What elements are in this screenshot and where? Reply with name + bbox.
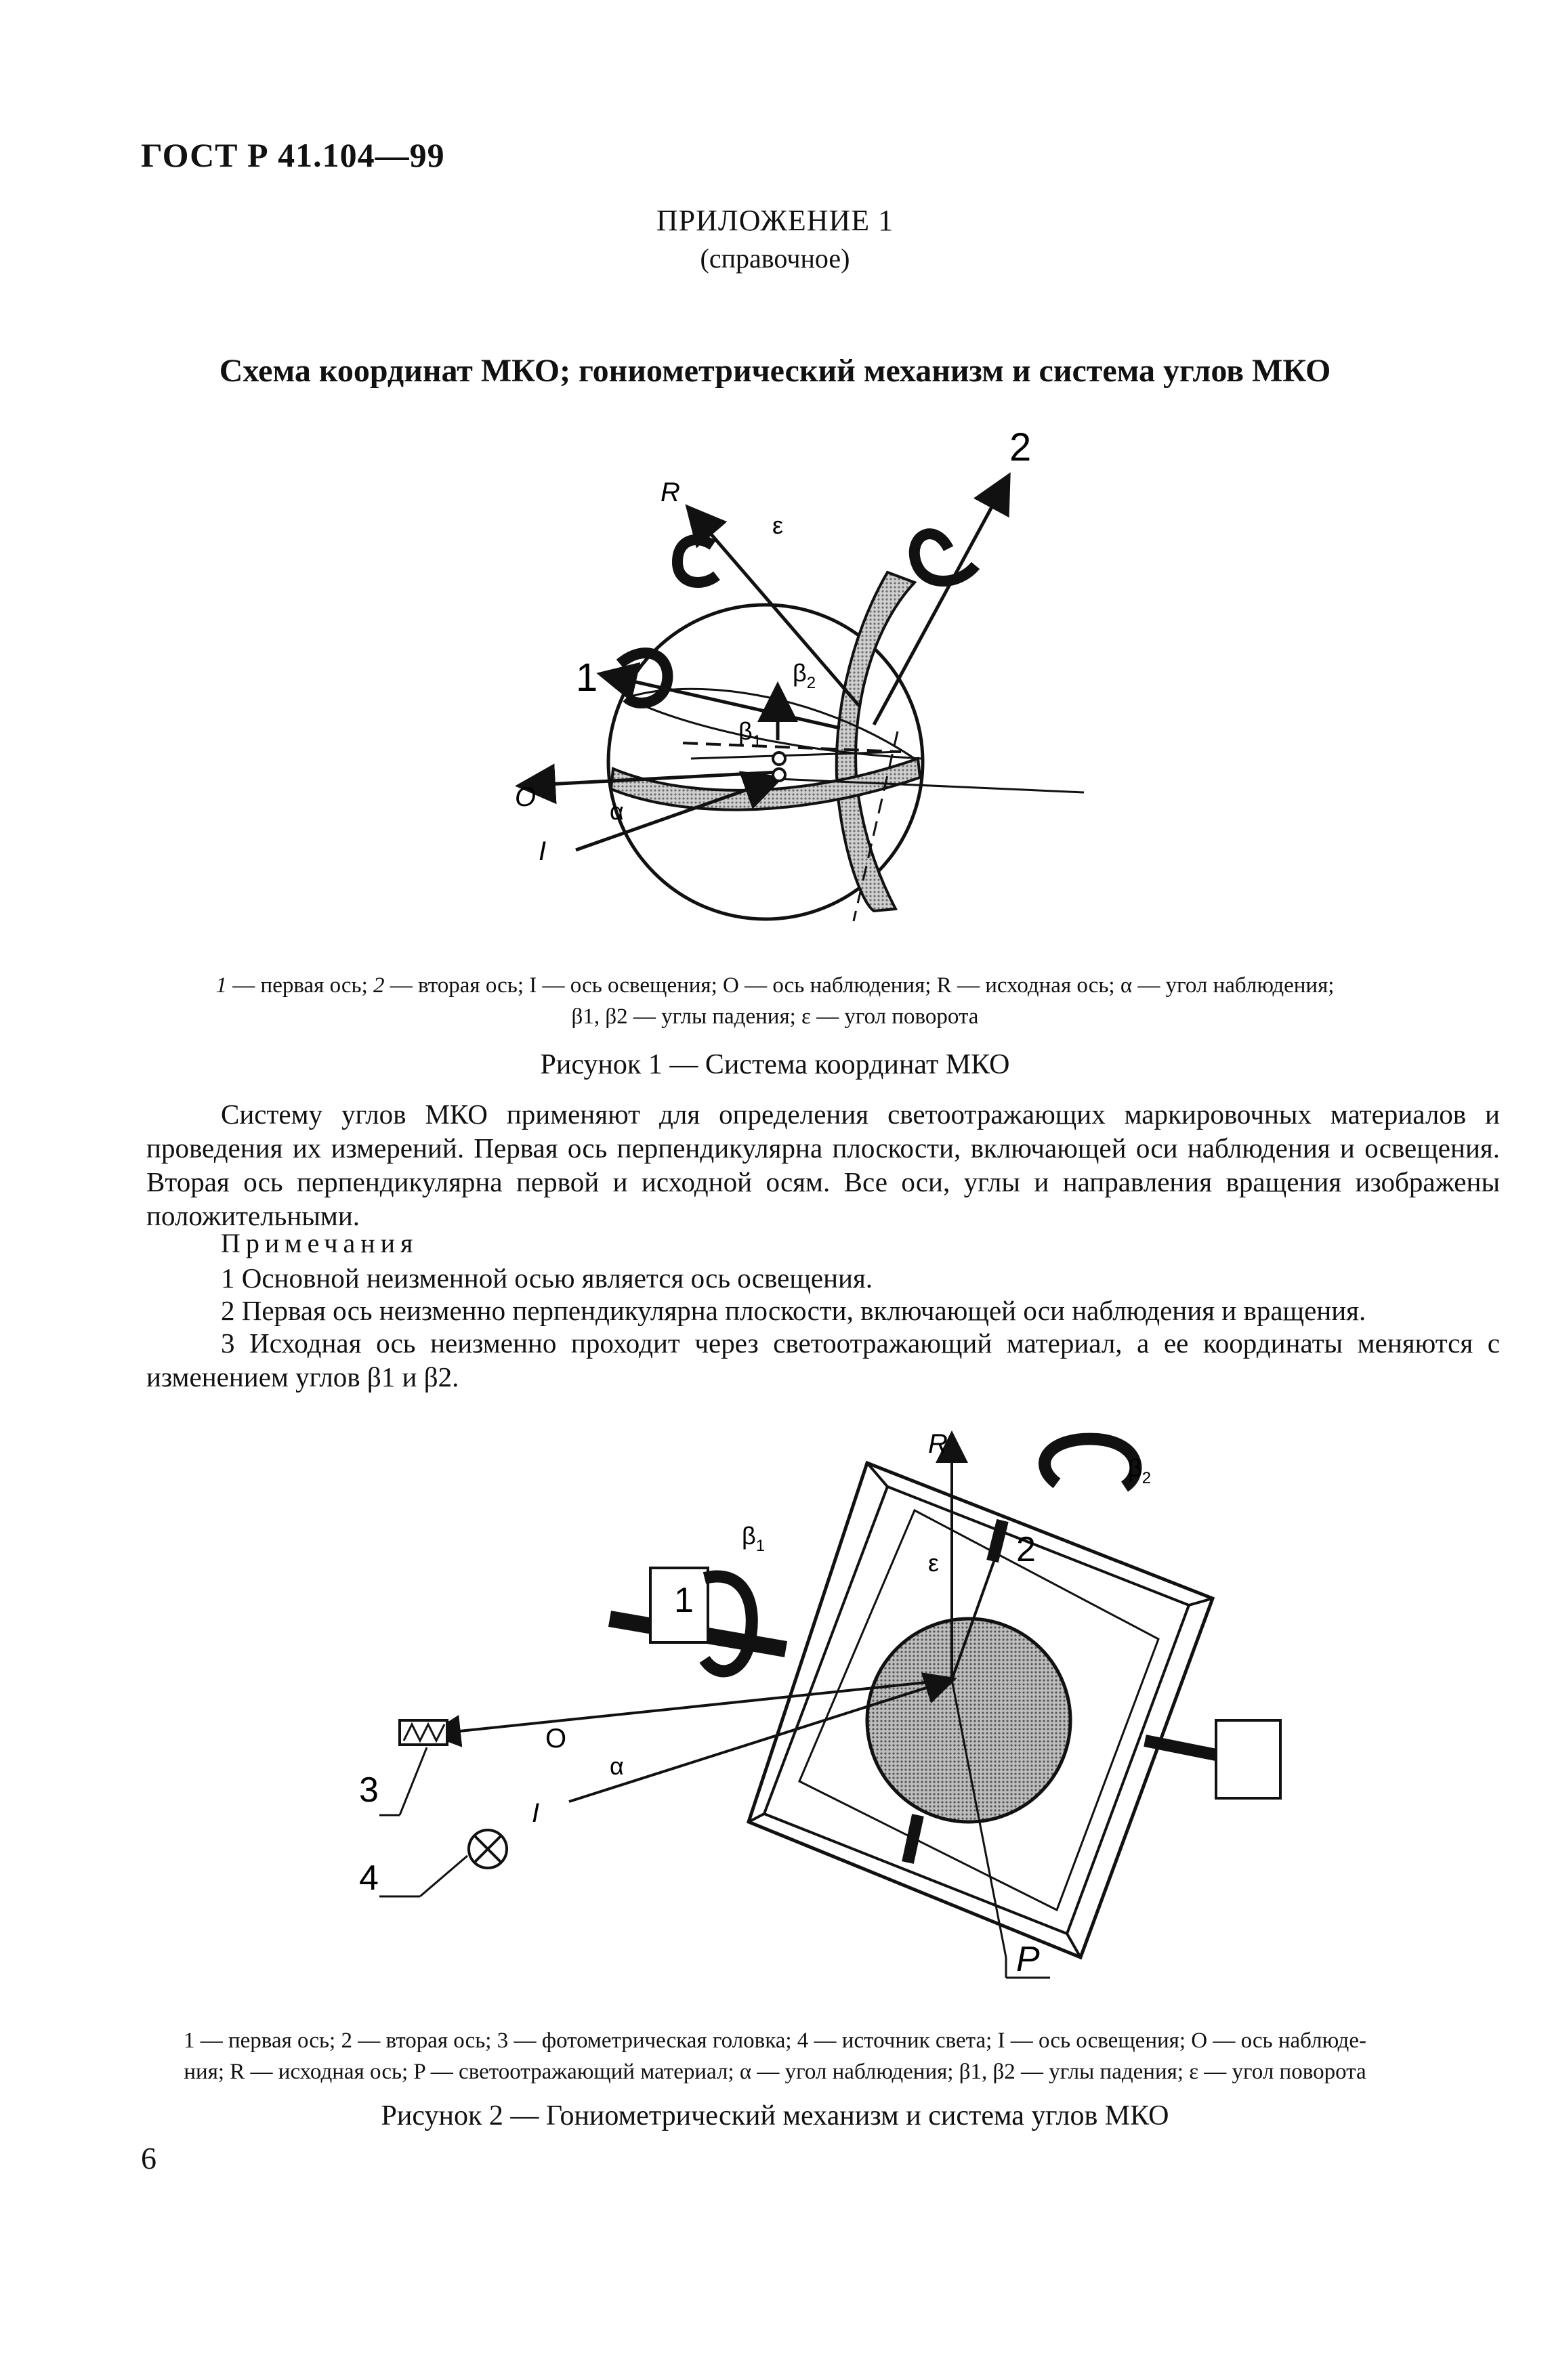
figure-2-diagram: [359, 1422, 1328, 2005]
label-epsilon: ε: [928, 1549, 940, 1577]
figure-1-diagram: [474, 406, 1152, 948]
figure-1-caption: Рисунок 1 — Система координат МКО: [540, 1049, 1010, 1080]
label-I: I: [539, 836, 547, 866]
label-epsilon: ε: [772, 511, 784, 539]
rotation-arrow-beta2: [1045, 1439, 1135, 1487]
label-R: R: [661, 477, 680, 507]
rotation-arrow-beta1: [705, 1577, 752, 1672]
note-item: 3 Исходная ось неизменно проходит через светоотражающий материал, а ее координаты меняются с изменением углов β1 и β2.: [146, 1327, 1500, 1393]
rotation-arrow-epsilon: [677, 540, 717, 582]
label-4: 4: [359, 1858, 379, 1898]
label-O: O: [545, 1724, 567, 1754]
label-axis-1: 1: [576, 656, 598, 700]
label-beta2: $\beta_2$: [793, 659, 816, 692]
label-O: O: [515, 782, 537, 812]
figure-2-legend-line-2: ния; R — исходная ось; P — светоотражающий материал; α — угол наблюдения; β1, β2 — углы падения; ε — угол поворота: [184, 2060, 1366, 2084]
meridian-band: [837, 572, 915, 911]
label-beta2: $\beta_2$: [1128, 1454, 1152, 1487]
label-beta1: $\beta_1$: [738, 717, 762, 750]
label-axis-2: 2: [1009, 425, 1032, 469]
appendix-subtitle: (справочное): [700, 243, 850, 274]
figure-2-legend-line-1: 1 — первая ось; 2 — вторая ось; 3 — фотометрическая головка; 4 — источник света; I — ось освещения; O — ось наблюде-: [184, 2028, 1366, 2053]
label-2: 2: [1016, 1530, 1036, 1569]
label-alpha: α: [610, 1752, 624, 1780]
figure-2-caption: Рисунок 2 — Гониометрический механизм и система углов МКО: [381, 2100, 1169, 2131]
rotation-arrow-2: [915, 534, 976, 581]
label-1: 1: [674, 1581, 694, 1620]
page-number: 6: [141, 2141, 156, 2175]
notes-heading: Примечания: [221, 1228, 419, 1258]
body-paragraph: Систему углов МКО применяют для определения светоотражающих маркировочных материалов и проведения их измерений. Первая ось перпендикулярна плоскости, включающей оси наблюдения и освещения. Вторая ось перпендикулярна первой и исходной осям. Все оси, углы и направления вращения изображены положительными.: [146, 1099, 1500, 1231]
reflective-material-circle: [867, 1619, 1070, 1822]
document-code: ГОСТ Р 41.104—99: [141, 136, 445, 174]
figure-1-legend-line-1: 1 — первая ось; 2 — вторая ось; I — ось освещения; O — ось наблюдения; R — исходная ось; α — угол наблюдения;: [215, 973, 1335, 998]
label-3: 3: [359, 1770, 379, 1810]
label-R: R: [928, 1429, 948, 1459]
label-alpha: α: [610, 797, 624, 825]
section-title: Схема координат МКО; гониометрический механизм и система углов МКО: [219, 353, 1331, 389]
figure-1-legend-line-2: β1, β2 — углы падения; ε — угол поворота: [571, 1004, 979, 1029]
appendix-title: ПРИЛОЖЕНИЕ 1: [656, 204, 894, 237]
label-beta1: $\beta_1$: [742, 1522, 766, 1555]
label-P: P: [1016, 1940, 1040, 1979]
label-I: I: [532, 1798, 540, 1828]
note-item: 1 Основной неизменной осью является ось освещения.: [221, 1262, 873, 1294]
note-item: 2 Первая ось неизменно перпендикулярна плоскости, включающей оси наблюдения и вращения.: [221, 1295, 1366, 1326]
